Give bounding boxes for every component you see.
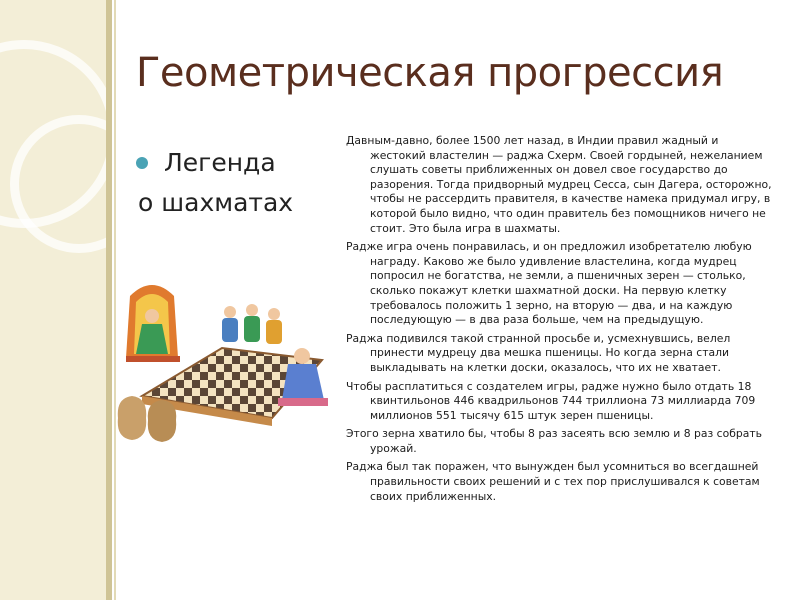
paragraph: Радже игра очень понравилась, и он предложил изобретателю любую награду. Каково же было удивление властелина, когда мудрец попросил не богатства, не земли, а пшеничных зерен — столько, сколько покажут клетки шахматной доски. На первую клетку требовалось положить 1 зерно, на вторую — два, и на каждую последующую — в два раза больше, чем на предыдущую. [346,240,752,327]
paragraph: Этого зерна хватило бы, чтобы 8 раз засеять всю землю и 8 раз собрать урожай. [346,427,762,455]
throne-base [126,356,180,362]
decorative-side-band [0,0,106,600]
legend-text [346,134,776,508]
courtier-head [224,306,236,318]
sage-head [294,348,310,364]
bullet-dot-icon [136,157,148,169]
slide-title: Геометрическая прогрессия [136,50,724,96]
bullet-item [136,148,276,177]
paragraph: Давным-давно, более 1500 лет назад, в Индии правил жадный и жестокий властелин — раджа Схерм. Своей гордыней, нежеланием слушать советы приближенных он довел свое государство до разорения. Тогда придворный мудрец Сесса, сын Дагера, осторожно, чтобы не рассердить правителя, в качестве намека придумал игру, в которой было видно, что один правитель без помощников ничего не стоит. Это была игра в шахматы. [346,134,772,235]
courtier-head [246,304,258,316]
paragraph: Раджа подивился такой странной просьбе и, усмехнувшись, велел принести мудрецу два мешка пшеницы. Но когда зерна стали выкладывать на клетки доски, оказалось, что их не хватает. [346,331,731,374]
paragraph: Раджа был так поражен, что вынужден был усомниться во всегдашней правильности своих решений и с тех пор прислушивался к советам своих приближенных. [346,460,760,503]
courtier-head [268,308,280,320]
wheat-sack [118,396,146,440]
sage-robe [282,364,324,400]
paragraph: Чтобы расплатиться с создателем игры, радже нужно было отдать 18 квинтильонов 446 квадрильонов 744 триллиона 73 миллиарда 709 миллионов 551 тысячу 615 штук зерен пшеницы. [346,379,756,422]
courtier-body [266,320,282,344]
raja-head [145,309,159,323]
bullet-continuation: о шахматах [138,188,294,217]
chess-legend-illustration-icon [112,268,342,444]
wheat-sack [148,400,176,442]
sage-cushion [278,398,328,406]
bullet-text: Легенда [164,148,276,177]
courtier-body [222,318,238,342]
courtier-body [244,316,260,342]
